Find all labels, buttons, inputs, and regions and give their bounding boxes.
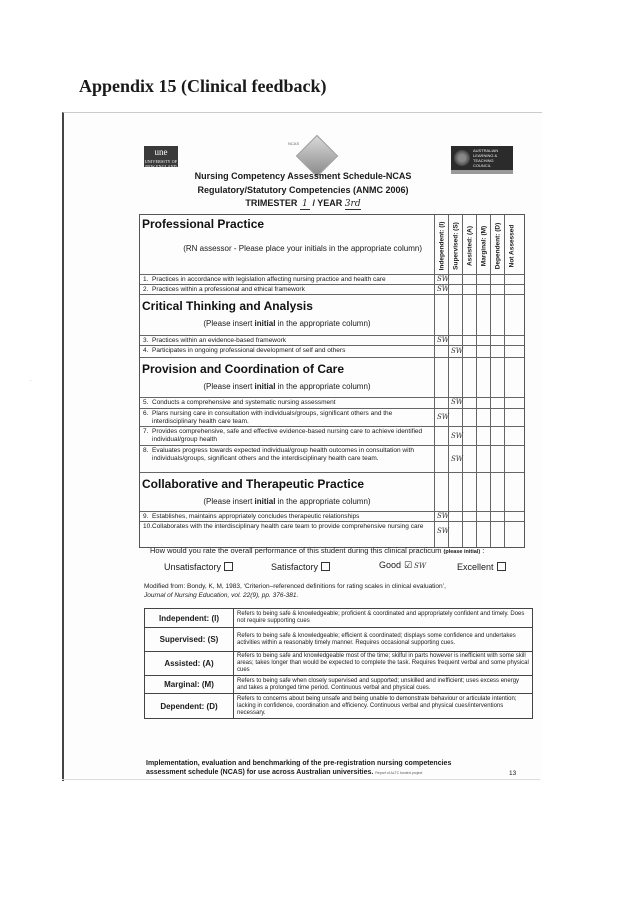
table-row bbox=[140, 522, 524, 547]
page-footer bbox=[146, 759, 526, 778]
form-title: Nursing Competency Assessment Schedule-NCAS bbox=[194, 171, 412, 181]
item-text: Plans nursing care in consultation with individuals/groups, significant others and the interdisciplinary health care team. bbox=[152, 410, 393, 425]
definition-text: Refers to being safe & knowledgeable; proficient & coordinated and appropriately confident and timely. Does not require supporting cues bbox=[234, 609, 533, 628]
item-text: Collaborates with the interdisciplinary health care team to provide comprehensive nursing care bbox=[152, 523, 424, 530]
item-text: Evaluates progress towards expected individual/group health outcomes in consultation with individuals/groups, significant others and the interdisciplinary health care team. bbox=[152, 447, 414, 462]
trimester-value[interactable]: 1 bbox=[300, 199, 310, 210]
definition-key: Supervised: (S) bbox=[145, 628, 234, 652]
rating-option-label: Good bbox=[379, 560, 402, 570]
table-row bbox=[140, 336, 524, 346]
section-subtitle: (RN assessor - Please place your initials in the appropriate column) bbox=[183, 244, 422, 253]
initial-cell[interactable]: SW bbox=[437, 275, 449, 283]
initial-cell[interactable]: SW bbox=[451, 347, 463, 355]
item-number: 2. bbox=[143, 286, 149, 293]
section-title: Collaborative and Therapeutic Practice bbox=[142, 477, 365, 491]
definition-key: Independent: (I) bbox=[145, 609, 234, 628]
initial-cell[interactable]: SW bbox=[451, 398, 463, 406]
column-header-supervised: Supervised: (S) bbox=[452, 221, 459, 270]
item-number: 10. bbox=[143, 523, 153, 530]
item-number: 6. bbox=[143, 410, 149, 417]
form-subtitle: Regulatory/Statutory Competencies (ANMC 2006) bbox=[197, 185, 409, 195]
definition-key: Dependent: (D) bbox=[145, 694, 234, 719]
column-header-dependent: Dependent: (D) bbox=[494, 222, 501, 269]
section-header-professional-practice bbox=[140, 215, 524, 275]
university-logo bbox=[144, 146, 178, 167]
table-row bbox=[140, 398, 524, 409]
council-logo bbox=[451, 146, 513, 174]
section-title: Critical Thinking and Analysis bbox=[142, 299, 313, 313]
definition-text: Refers to being safe & knowledgeable; efficient & coordinated; displays some confidence and undertakes activities within a reasonably timely manner. Requires occasional supporting cues. bbox=[234, 628, 533, 652]
trimester-label: TRIMESTER bbox=[245, 198, 298, 208]
definition-key: Assisted: (A) bbox=[145, 652, 234, 676]
footer-line: assessment schedule (NCAS) for use across Australian universities. bbox=[146, 769, 374, 776]
appendix-title: Appendix 15 (Clinical feedback) bbox=[79, 76, 327, 96]
section-title: Professional Practice bbox=[142, 217, 265, 231]
section-subtitle: (Please insert initial in the appropriate column) bbox=[203, 382, 371, 391]
rating-good[interactable] bbox=[379, 560, 426, 571]
citation-line: Modified from: Bondy, K, M, 1983, ‘Criterion–referenced definitions for rating scales in clinical evaluation’, bbox=[144, 583, 446, 590]
item-text: Provides comprehensive, safe and effective evidence-based nursing care to achieve identified individual/group health bbox=[152, 428, 423, 443]
table-row bbox=[140, 346, 524, 358]
citation bbox=[144, 583, 534, 600]
checkbox-icon[interactable] bbox=[497, 562, 506, 571]
rating-unsatisfactory[interactable] bbox=[164, 562, 233, 572]
initial-cell[interactable]: SW bbox=[437, 336, 449, 344]
definition-text: Refers to being safe and knowledgeable most of the time; skilful in parts however is inefficient with some skill areas; takes longer than would be expected to complete the task. Requires frequent verbal and some physical cues bbox=[234, 652, 533, 676]
definition-text: Refers to concerns about being unsafe and being unable to demonstrate behaviour or articulate intention; lacking in confidence, coordination and efficiency. Continuous verbal and physical cues/interventions necessary. bbox=[234, 694, 533, 719]
overall-question-end: : bbox=[482, 546, 485, 555]
initial-cell[interactable]: SW bbox=[437, 527, 449, 535]
item-text: Conducts a comprehensive and systematic nursing assessment bbox=[152, 399, 336, 406]
citation-line: Journal of Nursing Education, vol. 22(9), pp. 376-381. bbox=[144, 591, 299, 599]
table-row bbox=[145, 628, 533, 652]
column-header-independent: Independent: (I) bbox=[438, 221, 445, 270]
definition-key: Marginal: (M) bbox=[145, 676, 234, 694]
trimester-year-line bbox=[64, 198, 542, 210]
rating-excellent[interactable] bbox=[457, 562, 506, 572]
section-subtitle: (Please insert initial in the appropriate column) bbox=[203, 497, 371, 506]
item-text: Participates in ongoing professional development of self and others bbox=[152, 347, 346, 354]
year-label: / YEAR bbox=[312, 198, 343, 208]
page-edge-divider bbox=[62, 779, 540, 780]
table-row bbox=[145, 694, 533, 719]
item-number: 5. bbox=[143, 399, 149, 406]
council-emblem-icon bbox=[454, 150, 470, 166]
checkbox-icon[interactable] bbox=[321, 562, 330, 571]
table-row bbox=[140, 285, 524, 295]
overall-question-note: (please initial) bbox=[443, 549, 481, 555]
initial-cell[interactable]: SW bbox=[437, 285, 449, 293]
table-row bbox=[145, 676, 533, 694]
section-subtitle: (Please insert initial in the appropriate column) bbox=[203, 319, 371, 328]
footer-line: Implementation, evaluation and benchmarking of the pre-registration nursing competencies bbox=[146, 760, 452, 767]
item-text: Practices within a professional and ethical framework bbox=[152, 286, 305, 293]
initial-cell[interactable]: SW bbox=[437, 413, 449, 421]
table-row bbox=[140, 512, 524, 522]
item-number: 9. bbox=[143, 513, 149, 520]
section-header-critical-thinking bbox=[140, 295, 524, 336]
overall-rating-question bbox=[150, 546, 530, 555]
item-text: Practices within an evidence-based framework bbox=[152, 337, 287, 344]
university-logo-subtext: UNIVERSITY OF NEW ENGLAND bbox=[144, 159, 178, 169]
table-row bbox=[140, 446, 524, 473]
item-number: 8. bbox=[143, 447, 149, 454]
table-row bbox=[145, 652, 533, 676]
definitions-table bbox=[144, 608, 533, 719]
section-header-collaborative-practice bbox=[140, 473, 524, 512]
competency-form bbox=[139, 214, 525, 548]
rating-satisfactory[interactable] bbox=[271, 562, 330, 572]
initial-cell[interactable]: SW bbox=[451, 455, 463, 463]
item-number: 1. bbox=[143, 276, 149, 283]
university-logo-name: une bbox=[154, 147, 168, 157]
initial-cell[interactable]: SW bbox=[451, 432, 463, 440]
page-number: 13 bbox=[509, 770, 517, 777]
overall-question-text: How would you rate the overall performance of this student during this clinical practicum bbox=[150, 546, 442, 555]
item-number: 3. bbox=[143, 337, 149, 344]
rating-option-label: Unsatisfactory bbox=[164, 562, 222, 572]
column-header-marginal: Marginal: (M) bbox=[480, 225, 487, 266]
rating-option-label: Satisfactory bbox=[271, 562, 319, 572]
item-number: 4. bbox=[143, 347, 149, 354]
table-row bbox=[140, 409, 524, 427]
scan-speck: · bbox=[30, 378, 32, 384]
council-logo-text: AUSTRALIAN LEARNING & TEACHING COUNCIL bbox=[473, 148, 499, 168]
item-number: 7. bbox=[143, 428, 149, 435]
table-row bbox=[140, 275, 524, 285]
definition-text: Refers to being safe when closely supervised and supported; unskilled and inefficient; uses excess energy and takes a prolonged time period. Continuous verbal and physical cues. bbox=[234, 676, 533, 694]
checkbox-icon[interactable] bbox=[224, 562, 233, 571]
table-row bbox=[140, 427, 524, 446]
column-header-not-assessed: Not Assessed bbox=[508, 224, 515, 267]
initial-cell[interactable]: SW bbox=[437, 512, 449, 520]
rating-option-label: Excellent bbox=[457, 562, 494, 572]
year-value[interactable]: 3rd bbox=[344, 199, 361, 209]
table-row bbox=[145, 609, 533, 628]
section-header-provision-of-care bbox=[140, 358, 524, 398]
ncas-stamp-text: NCAS bbox=[288, 141, 300, 146]
good-initial: SW bbox=[414, 562, 427, 570]
item-text: Practices in accordance with legislation affecting nursing practice and health care bbox=[152, 276, 386, 283]
checked-checkbox-icon[interactable]: ☑ bbox=[404, 561, 413, 571]
footer-tiny-note: Report of ALTC funded project bbox=[375, 771, 423, 775]
item-text: Establishes, maintains appropriately concludes therapeutic relationships bbox=[152, 513, 360, 520]
section-title: Provision and Coordination of Care bbox=[142, 362, 345, 376]
column-header-assisted: Assisted: (A) bbox=[466, 225, 473, 266]
